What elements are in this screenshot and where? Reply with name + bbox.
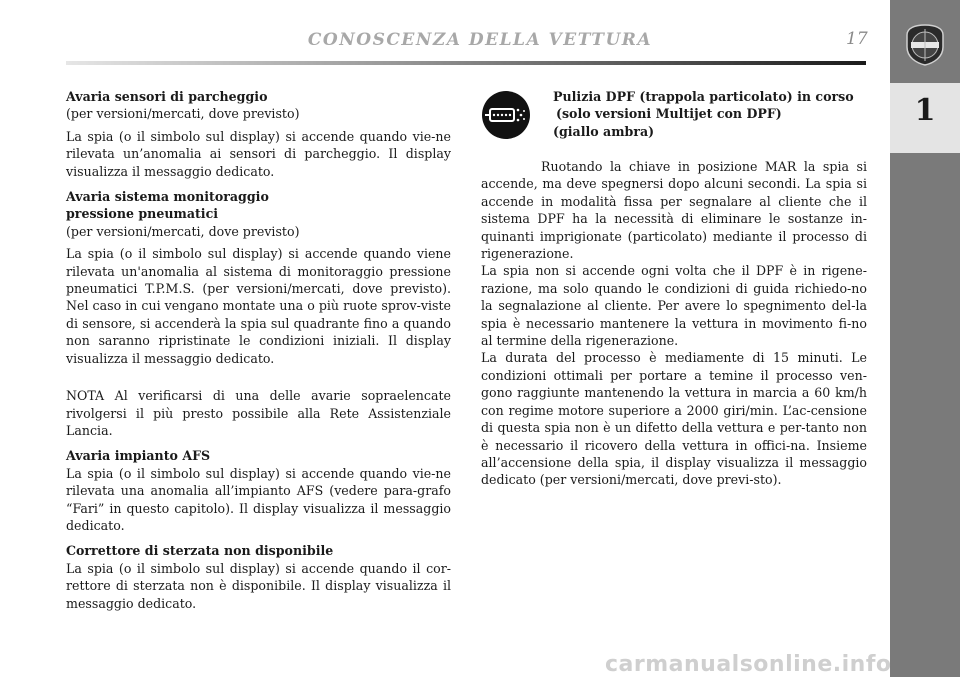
section-title: Avaria sistema monitoraggio: [66, 189, 269, 205]
dpf-section-header: [481, 88, 867, 152]
chapter-side-tab: [890, 0, 960, 677]
section-body: La spia (o il simbolo sul display) si accende quando vie-ne rilevata un’anomalia ai sensori di parcheggio. Il display visualizza il messaggio dedicato.: [66, 128, 451, 179]
lancia-shield-icon: [905, 23, 945, 67]
dpf-paragraph: La durata del processo è mediamente di 15 minuti. Le condizioni ottimali per portare a temine il processo ven-gono raggiunte mantenendo la vettura in marcia a 60 km/h con regime motore superiore a 2000 giri/min. L’ac-censione di questa spia non è un difetto della vettura e per-tanto non è necessario il ricovero della vettura in offici-na. Insieme all’accensione della spia, il display visualizza il messaggio dedicato (per versioni/mercati, dove previ-sto).: [481, 350, 867, 488]
note-paragraph: NOTA Al verificarsi di una delle avarie sopraelencate rivolgersi il più presto possibile alla Rete Assistenziale Lancia.: [66, 388, 451, 438]
dpf-subtitle: (solo versioni Multijet con DPF): [556, 106, 782, 122]
section-title: Correttore di sterzata non disponibile: [66, 543, 334, 559]
section-body: La spia (o il simbolo sul display) si accende quando viene rilevata un'anomalia al sistema di monitoraggio pressione pneumatici T.P.M.S. (per versioni/mercati, dove previsto). Nel caso in cui vengano montate una o più ruote sprov-viste di sensore, si accenderà la spia sul quadrante fino a quando non saranno ripristinate le condizioni iniziali. Il display visualizza il messaggio dedicato.: [66, 246, 451, 366]
dpf-paragraph: La spia non si accende ogni volta che il DPF è in rigene-razione, ma solo quando le condizioni di guida richiedo-no la segnalazione al cliente. Per avere lo spegnimento del-la spia è necessario mantenere la vettura in movimento fi-no al termine della rigenerazione.: [481, 263, 867, 349]
spacer: [66, 375, 451, 387]
page-number: 17: [846, 29, 868, 49]
dpf-warning-icon: [481, 90, 531, 140]
section-subtitle: (per versioni/mercati, dove previsto): [66, 223, 300, 239]
section-body: La spia (o il simbolo sul display) si accende quando il cor-rettore di sterzata non è disponibile. Il display visualizza il messaggio dedicato.: [66, 560, 451, 611]
section-title: pressione pneumatici: [66, 206, 219, 222]
watermark-text: carmanualsonline.info: [605, 652, 892, 677]
dpf-color-note: (giallo ambra): [553, 123, 655, 139]
section-title: Avaria sensori di parcheggio: [66, 89, 268, 104]
chapter-number: 1: [914, 93, 936, 128]
page-header-title: CONOSCENZA DELLA VETTURA: [307, 30, 653, 50]
dpf-title: Pulizia DPF (trappola particolato) in corso: [553, 89, 854, 104]
right-column: [481, 88, 867, 497]
section-subtitle: (per versioni/mercati, dove previsto): [66, 106, 300, 122]
header-rule: [66, 61, 866, 65]
left-column: [66, 88, 451, 620]
dpf-titles: [553, 88, 867, 140]
section-body: La spia (o il simbolo sul display) si accende quando vie-ne rilevata una anomalia all’impianto AFS (vedere para-grafo “Fari” in questo capitolo). Il display visualizza il messaggio dedicato.: [66, 465, 451, 533]
section-title: Avaria impianto AFS: [66, 448, 211, 464]
dpf-paragraph: Ruotando la chiave in posizione MAR la spia si accende, ma deve spegnersi dopo alcuni secondi. La spia si accende in modalità fissa per segnalare al cliente che il sistema DPF ha la necessità di eliminare le sostanze in-quinanti imprigionate (particolato) mediante il processo di rigenerazione.: [481, 159, 867, 262]
